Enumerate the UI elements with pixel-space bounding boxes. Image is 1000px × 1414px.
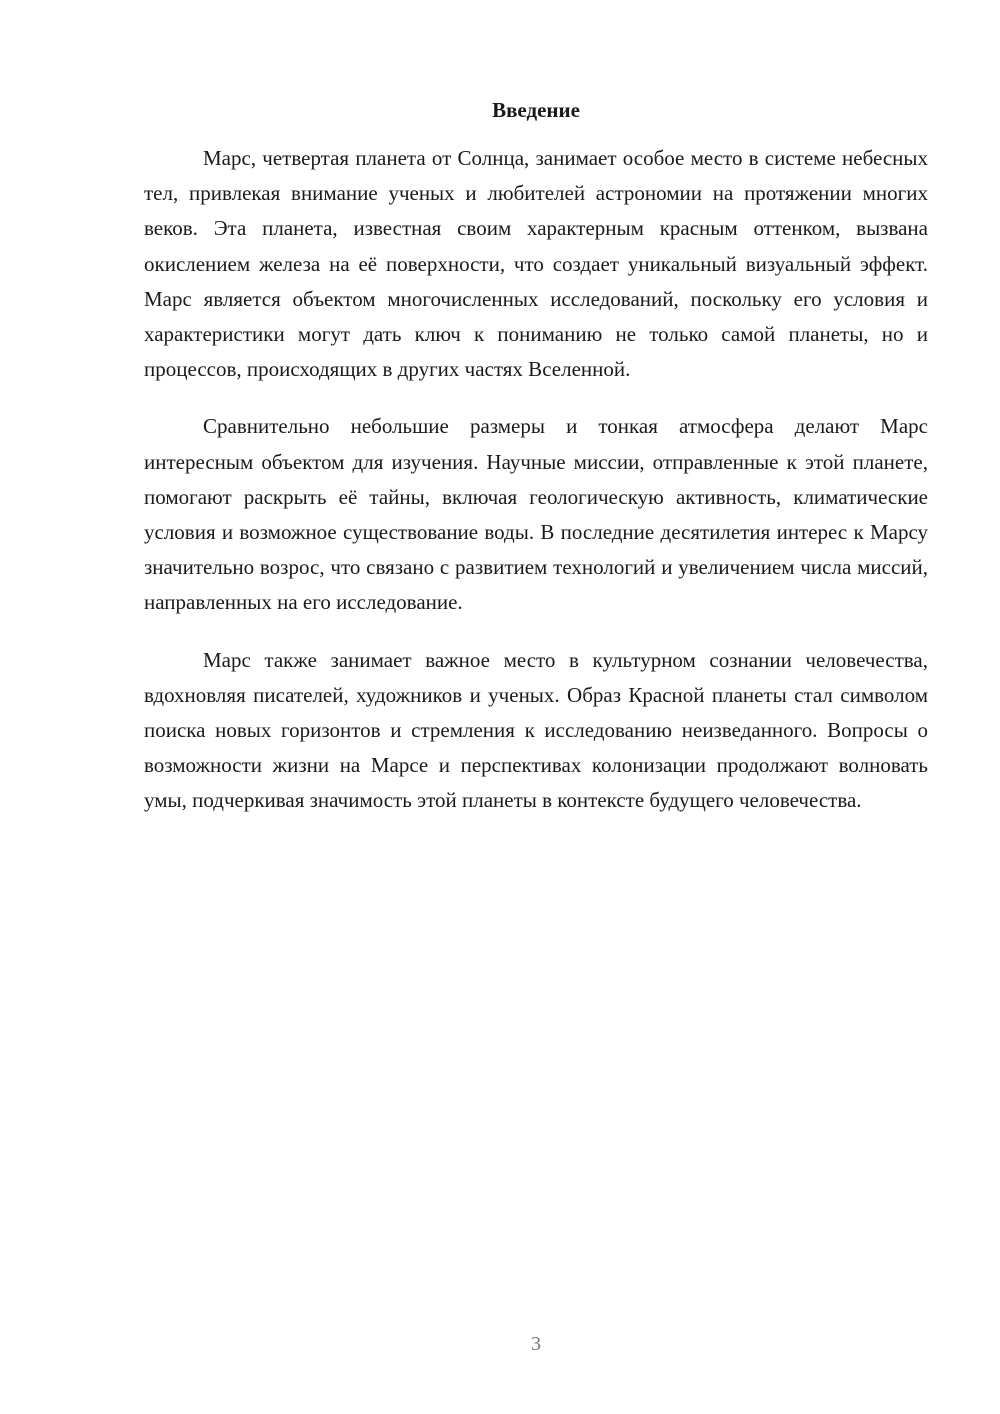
paragraph-1: Марс, четвертая планета от Солнца, занимает особое место в системе небесных тел, привлекая внимание ученых и любителей астрономии на протяжении многих веков. Эта планета, известная своим характерным красным оттенком, вызвана окислением железа на её поверхности, что создает уникальный визуальный эффект. Марс является объектом многочисленных исследований, поскольку его условия и характеристики могут дать ключ к пониманию не только самой планеты, но и процессов, происходящих в других частях Вселенной. [144, 146, 928, 382]
section-title: Введение [492, 98, 580, 122]
page-number: 3 [531, 1333, 541, 1355]
page-content [144, 93, 928, 841]
paragraph-3: Марс также занимает важное место в культурном сознании человечества, вдохновляя писателей, художников и ученых. Образ Красной планеты стал символом поиска новых горизонтов и стремления к исследованию неизведанного. Вопросы о возможности жизни на Марсе и перспективах колонизации продолжают волновать умы, подчеркивая значимость этой планеты в контексте будущего человечества. [144, 647, 928, 813]
paragraph-2: Сравнительно небольшие размеры и тонкая атмосфера делают Марс интересным объектом для изучения. Научные миссии, отправленные к этой планете, помогают раскрыть её тайны, включая геологическую активность, климатические условия и возможное существование воды. В последние десятилетия интерес к Марсу значительно возрос, что связано с развитием технологий и увеличением числа миссий, направленных на его исследование. [144, 414, 928, 615]
